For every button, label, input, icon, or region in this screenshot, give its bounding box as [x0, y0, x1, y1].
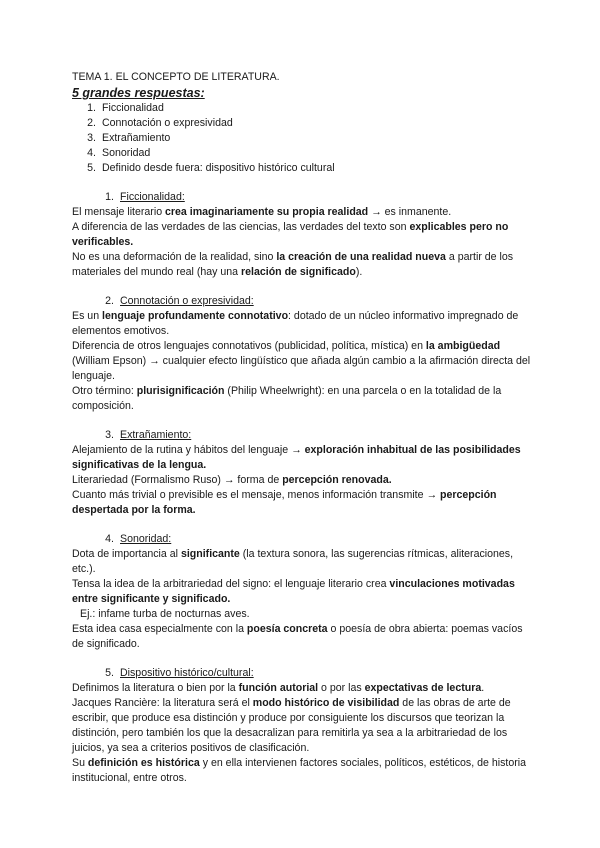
text: o poesía de obra abierta: poemas vacíos de significado.: [72, 623, 523, 650]
text: (Philip Wheelwright): en una parcela o en la totalidad de la composición.: [72, 385, 502, 412]
subtitle: 5 grandes respuestas:: [72, 86, 205, 100]
section-number: 4.: [105, 533, 114, 545]
bold-text: lenguaje profundamente connotativo: [102, 310, 289, 322]
paragraph: [72, 250, 532, 280]
section-heading-connotacion: [72, 294, 532, 309]
text: Definimos la literatura o bien por la: [72, 682, 239, 694]
text: No es una deformación de la realidad, sino: [72, 251, 277, 263]
text: El mensaje literario: [72, 206, 166, 218]
section-heading-ficcionalidad: [72, 190, 532, 205]
bold-text: poesía concreta: [246, 623, 328, 635]
paragraph: [72, 547, 532, 577]
list-label: Ficcionalidad: [102, 102, 164, 114]
list-item: [72, 101, 532, 116]
list-number: 5.: [87, 162, 96, 174]
text: Su: [72, 757, 88, 769]
section-number: 1.: [105, 191, 114, 203]
list-label: Extrañamiento: [102, 132, 171, 144]
section-number: 5.: [105, 667, 114, 679]
document-body: [72, 70, 532, 786]
paragraph: [72, 696, 532, 756]
paragraph: [72, 339, 532, 384]
paragraph: [72, 622, 532, 652]
list-item: [72, 116, 532, 131]
list-label: Definido desde fuera: dispositivo histórico cultural: [102, 162, 335, 174]
bold-text: exploración inhabitual de las posibilidades significativas de la lengua.: [72, 444, 521, 471]
paragraph: [72, 756, 532, 786]
example-line: Ej.: infame turba de nocturnas aves.: [80, 608, 250, 620]
list-number: 4.: [87, 147, 96, 159]
bold-text: definición es histórica: [87, 757, 200, 769]
section-number: 2.: [105, 295, 114, 307]
section-number: 3.: [105, 429, 114, 441]
list-label: Sonoridad: [102, 147, 151, 159]
bold-text: percepción despertada por la forma.: [72, 489, 497, 516]
list-item: [72, 146, 532, 161]
text: A diferencia de las verdades de las ciencias, las verdades del texto son: [72, 221, 410, 233]
text: : dotado de un núcleo informativo impregnado de elementos emotivos.: [72, 310, 519, 337]
list-number: 1.: [87, 102, 96, 114]
list-item: [72, 161, 532, 176]
paragraph: [72, 681, 532, 696]
section-title: Extrañamiento:: [120, 429, 192, 441]
text: y en ella intervienen factores sociales, políticos, estéticos, de historia institucional, entre otros.: [72, 757, 526, 784]
section-heading-dispositivo: [72, 666, 532, 681]
section-heading-extranamiento: [72, 428, 532, 443]
text: Diferencia de otros lenguajes connotativos (publicidad, política, mística) en: [72, 340, 426, 352]
text: o por las: [318, 682, 365, 694]
bold-text: función autorial: [238, 682, 319, 694]
paragraph: [72, 577, 532, 607]
list-item: [72, 131, 532, 146]
section-title: Ficcionalidad:: [120, 191, 185, 203]
section-heading-sonoridad: [72, 532, 532, 547]
paragraph: [72, 384, 532, 414]
list-number: 2.: [87, 117, 96, 129]
bold-text: plurisignificación: [136, 385, 225, 397]
section-title: Dispositivo histórico/cultural:: [120, 667, 254, 679]
text: a partir de los materiales del mundo real (hay una: [72, 251, 514, 278]
text: Dota de importancia al: [72, 548, 181, 560]
paragraph: [72, 443, 532, 473]
text: Es un: [72, 310, 103, 322]
bold-text: modo histórico de visibilidad: [252, 697, 400, 709]
bold-text: vinculaciones motivadas entre significante y significado.: [72, 578, 515, 605]
section-title: Connotación o expresividad:: [120, 295, 254, 307]
bold-text: la creación de una realidad nueva: [276, 251, 446, 263]
bold-text: crea imaginariamente su propia realidad: [165, 206, 369, 218]
text: Tensa la idea de la arbitrariedad del signo: el lenguaje literario crea: [72, 578, 390, 590]
page-title: TEMA 1. EL CONCEPTO DE LITERATURA.: [72, 71, 280, 83]
text: Jacques Rancière: la literatura será el: [72, 697, 253, 709]
list-number: 3.: [87, 132, 96, 144]
paragraph: [72, 220, 532, 250]
text: ).: [355, 266, 363, 278]
text: de las obras de arte de escribir, que produce esa distinción y produce por consiguiente los discursos que teorizan la distinción, pero también los que la desacralizan para remitirla ya sea a la arbitrariedad de los juicios, ya sea a criterios positivos de clasificación.: [72, 697, 511, 754]
bold-text: expectativas de lectura: [364, 682, 482, 694]
text: (William Epson) → cualquier efecto lingüístico que añada algún cambio a la afirmación directa del lenguaje.: [72, 355, 531, 382]
bold-text: explicables pero no verificables.: [72, 221, 509, 248]
paragraph: [72, 488, 532, 518]
text: Otro término:: [72, 385, 137, 397]
text: Cuanto más trivial o previsible es el mensaje, menos información transmite →: [72, 489, 440, 501]
text: Esta idea casa especialmente con la: [72, 623, 247, 635]
bold-text: la ambigüedad: [425, 340, 501, 352]
bold-text: relación de significado: [241, 266, 356, 278]
text: (la textura sonora, las sugerencias rítmicas, aliteraciones, etc.).: [72, 548, 514, 575]
paragraph: [72, 309, 532, 339]
bold-text: percepción renovada.: [282, 474, 392, 486]
paragraph: [72, 205, 532, 220]
text: .: [481, 682, 485, 694]
summary-list: [72, 101, 532, 176]
text: → es inmanente.: [368, 206, 452, 218]
text: Alejamiento de la rutina y hábitos del lenguaje →: [72, 444, 305, 456]
bold-text: significante: [180, 548, 240, 560]
section-title: Sonoridad:: [120, 533, 172, 545]
paragraph: [72, 473, 532, 488]
text: Literariedad (Formalismo Ruso) → forma de: [72, 474, 283, 486]
list-label: Connotación o expresividad: [102, 117, 233, 129]
